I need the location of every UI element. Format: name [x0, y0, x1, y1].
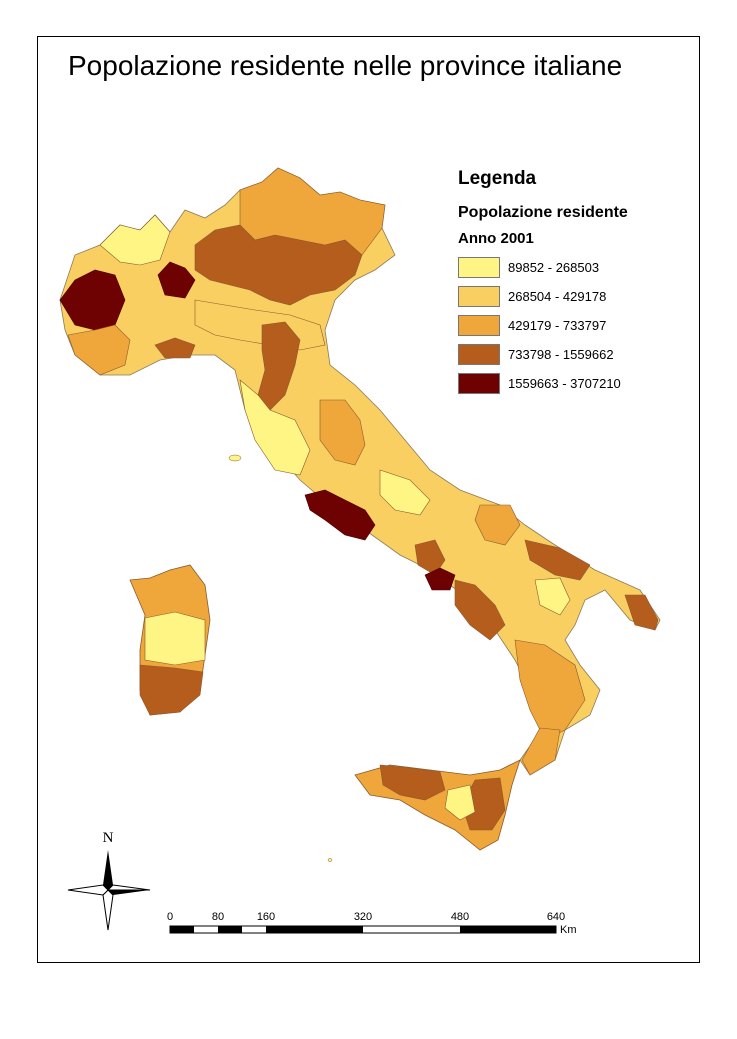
legend-item — [458, 340, 628, 369]
scale-tick-label: 320 — [353, 911, 373, 923]
legend-label: 733798 - 1559662 — [508, 347, 614, 362]
province-oristano-nuoro — [145, 612, 205, 665]
province-reggio-calabria — [522, 728, 560, 775]
legend-item — [458, 311, 628, 340]
legend-swatch — [458, 315, 500, 336]
legend-swatch — [458, 286, 500, 307]
scale-bar — [170, 926, 556, 933]
north-label: N — [102, 830, 114, 846]
scale-tick-label: 640 — [546, 911, 566, 923]
legend-title: Legenda — [458, 168, 537, 189]
legend-label: 1559663 - 3707210 — [508, 376, 621, 391]
legend-label: 89852 - 268503 — [508, 260, 600, 275]
island-elba — [229, 455, 241, 461]
scale-unit-label: Km — [560, 924, 577, 936]
legend-year: Anno 2001 — [458, 230, 534, 247]
legend-label: 268504 - 429178 — [508, 289, 607, 304]
scale-tick-label: 0 — [166, 911, 174, 923]
north-arrow — [68, 850, 150, 930]
province-cagliari — [140, 665, 203, 715]
legend-item — [458, 253, 628, 282]
scale-tick-label: 480 — [450, 911, 470, 923]
legend-label: 429179 - 733797 — [508, 318, 607, 333]
legend-swatch — [458, 257, 500, 278]
legend-swatch — [458, 373, 500, 394]
map-title: Popolazione residente nelle province italiane — [68, 50, 623, 81]
legend-item — [458, 282, 628, 311]
legend-subtitle: Popolazione residente — [458, 204, 628, 221]
scale-tick-label: 160 — [256, 911, 276, 923]
island-stromboli — [328, 859, 332, 862]
region-calabria — [515, 640, 585, 740]
legend-swatch — [458, 344, 500, 365]
legend — [458, 168, 628, 398]
scale-tick-label: 80 — [211, 911, 225, 923]
legend-item — [458, 369, 628, 398]
